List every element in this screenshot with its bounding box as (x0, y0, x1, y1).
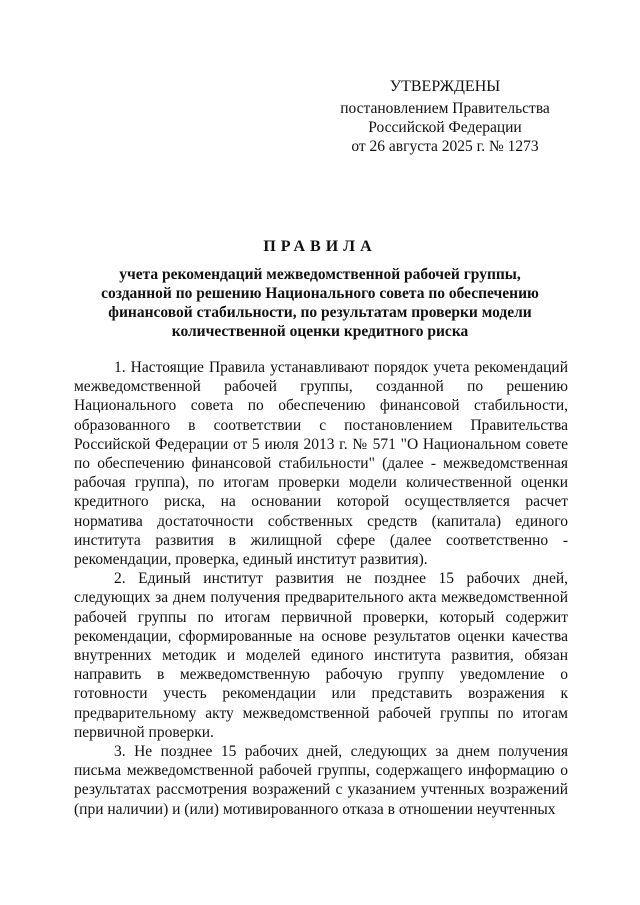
document-body (74, 358, 568, 819)
approval-stamp (320, 77, 570, 156)
subtitle-line-2: созданной по решению Национального совета по обеспечению (101, 285, 539, 302)
approval-line-1: постановлением Правительства (340, 100, 550, 117)
paragraph-1: 1. Настоящие Правила устанавливают порядок учета рекомендаций межведомственной рабочей группы, созданной по решению Национального совета по обеспечению финансовой стабильности, образованного в соответствии с постановлением Правительства Российской Федерации от 5 июля 2013 г. № 571 "О Национальном совете по обеспечению финансовой стабильности" (далее - межведомственная рабочая группа), по итогам проверки модели количественной оценки кредитного риска, на основании которой осуществляется расчет норматива достаточности собственных средств (капитала) единого института развития в жилищной сфере (далее соответственно - рекомендации, проверка, единый институт развития). (74, 359, 568, 569)
approval-line-3: от 26 августа 2025 г. № 1273 (351, 138, 539, 155)
document-title (72, 237, 568, 341)
approval-line-2: Российской Федерации (368, 119, 522, 136)
paragraph-3: 3. Не позднее 15 рабочих дней, следующих за днем получения письма межведомственной рабочей группы, содержащего информацию о результатах рассмотрения возражений с указанием учтенных возражений (при наличии) и (или) мотивированного отказа в отношении неучтенных (74, 743, 568, 818)
approval-heading: УТВЕРЖДЕНЫ (389, 78, 501, 95)
subtitle-line-4: количественной оценки кредитного риска (171, 323, 469, 340)
subtitle-line-1: учета рекомендаций межведомственной рабочей группы, (119, 266, 521, 283)
paragraph-2: 2. Единый институт развития не позднее 15 рабочих дней, следующих за днем получения предварительного акта межведомственной рабочей группы по итогам первичной проверки, который содержит рекомендации, сформированные на основе результатов оценки качества внутренних методик и моделей единого института развития, обязан направить в межведомственную рабочую группу уведомление о готовности учесть рекомендации или представить возражения к предварительному акту межведомственной рабочей группы по итогам первичной проверки. (74, 570, 568, 741)
title-main: ПРАВИЛА (263, 238, 377, 255)
subtitle-line-3: финансовой стабильности, по результатам проверки модели (108, 304, 532, 321)
